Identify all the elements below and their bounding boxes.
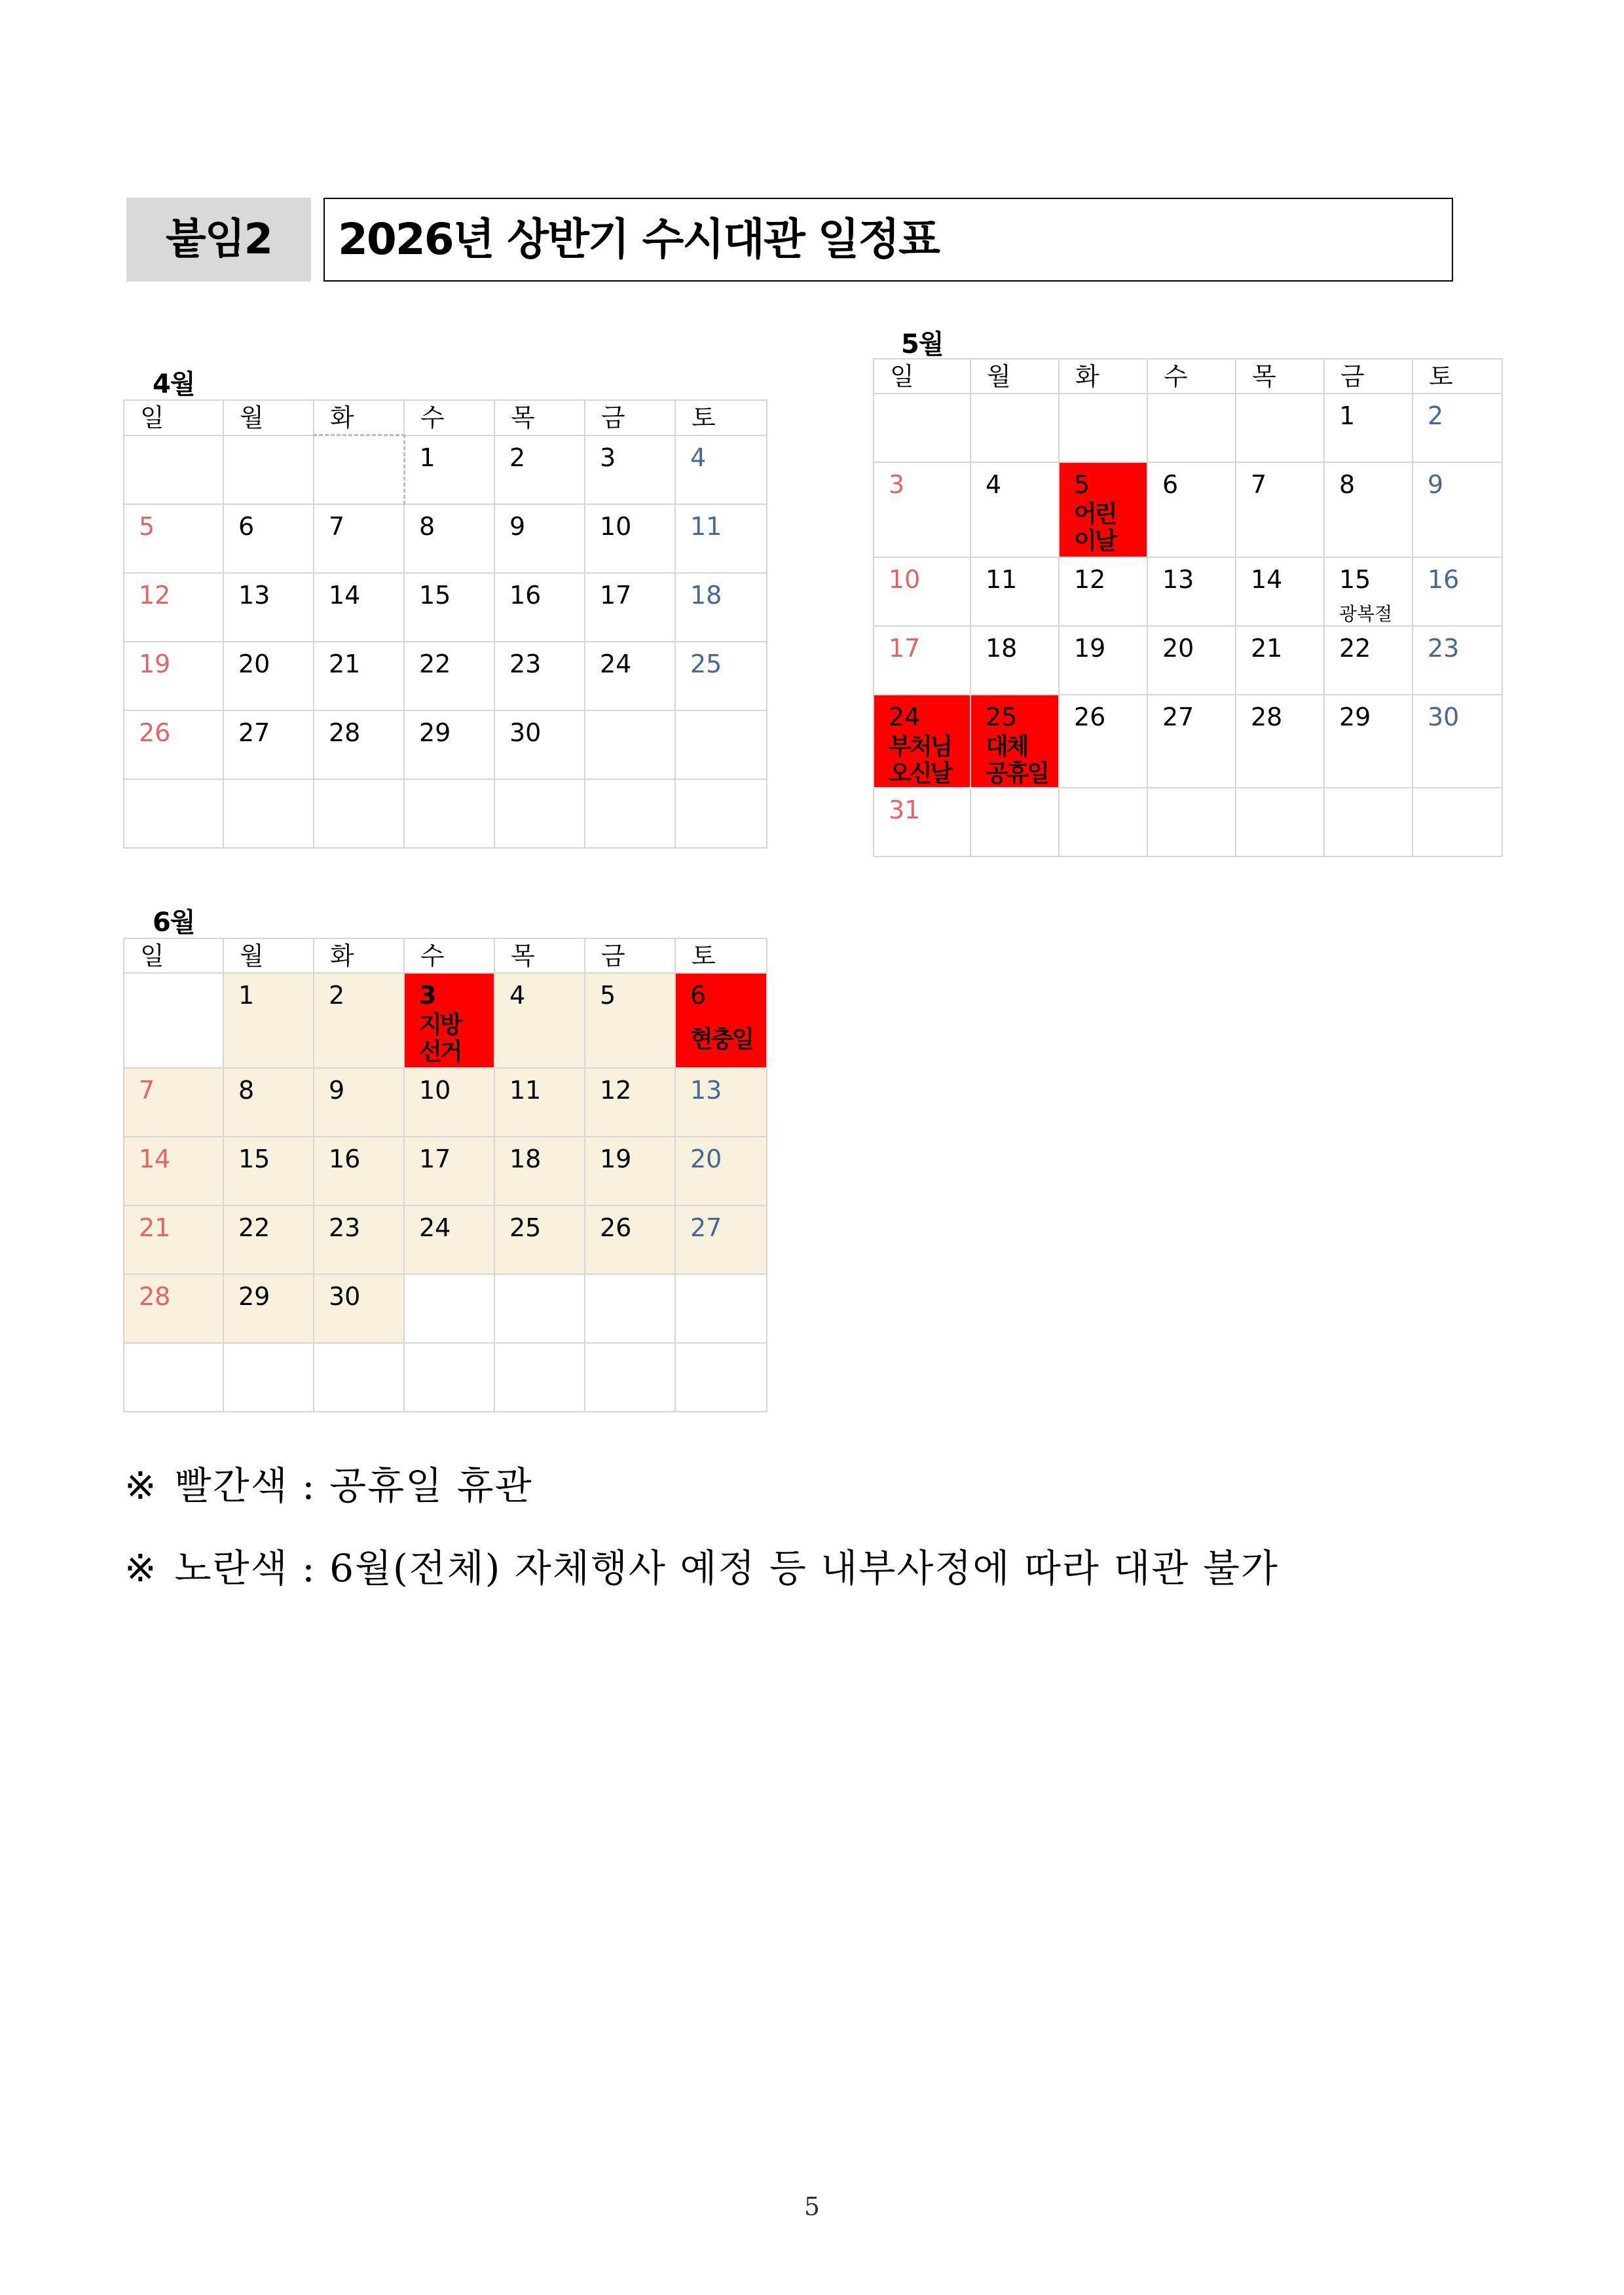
week-row xyxy=(124,973,767,1068)
day-cell xyxy=(494,710,585,779)
day-number: 3 xyxy=(889,470,905,499)
day-cell xyxy=(1236,557,1324,626)
day-cell xyxy=(404,1343,494,1412)
day-cell xyxy=(1059,462,1147,557)
holiday-note: 부처님 오신날 xyxy=(889,733,951,787)
day-number: 4 xyxy=(509,981,526,1010)
day-cell xyxy=(1147,462,1236,557)
day-number: 5 xyxy=(139,511,155,541)
day-cell xyxy=(1324,626,1412,695)
day-cell xyxy=(314,1205,404,1274)
day-cell xyxy=(585,1137,675,1205)
day-cell xyxy=(874,695,970,788)
day-number: 11 xyxy=(509,1076,542,1105)
holiday-note: 지방 선거 xyxy=(419,1011,461,1065)
day-cell xyxy=(124,1068,223,1137)
day-cell xyxy=(404,435,494,504)
day-cell xyxy=(404,1274,494,1343)
day-number: 14 xyxy=(329,580,361,610)
day-cell xyxy=(124,435,223,504)
day-cell xyxy=(675,642,767,710)
legend-red-text: 빨간색 : 공휴일 휴관 xyxy=(174,1463,533,1508)
day-number: 11 xyxy=(986,565,1018,594)
day-cell xyxy=(404,504,494,573)
day-number: 12 xyxy=(1074,565,1106,594)
weekday-header: 목 xyxy=(494,400,585,435)
day-number: 20 xyxy=(238,649,270,678)
day-number: 7 xyxy=(329,511,345,541)
day-cell xyxy=(1324,788,1412,856)
day-cell xyxy=(404,1205,494,1274)
day-cell xyxy=(223,779,314,848)
day-cell xyxy=(404,779,494,848)
day-cell xyxy=(970,394,1059,462)
weekday-header: 화 xyxy=(1059,359,1147,394)
april-label: 4월 xyxy=(153,369,195,399)
day-number: 20 xyxy=(1162,634,1194,663)
day-cell xyxy=(314,435,404,504)
weekday-header: 금 xyxy=(585,938,675,973)
weekday-header: 화 xyxy=(314,938,404,973)
day-number: 24 xyxy=(889,703,921,731)
day-cell xyxy=(585,642,675,710)
day-number: 26 xyxy=(600,1213,632,1242)
day-number: 23 xyxy=(329,1213,361,1242)
week-row xyxy=(124,504,767,573)
day-cell xyxy=(675,504,767,573)
day-cell xyxy=(1412,557,1502,626)
day-number: 13 xyxy=(1162,565,1194,594)
page-number: 5 xyxy=(803,2192,821,2221)
day-number: 30 xyxy=(509,718,542,747)
day-cell xyxy=(1412,788,1502,856)
day-number: 24 xyxy=(600,649,632,678)
day-number: 25 xyxy=(509,1213,542,1242)
day-number: 5 xyxy=(600,981,616,1010)
day-number: 16 xyxy=(329,1145,361,1173)
day-cell xyxy=(124,1137,223,1205)
day-cell xyxy=(675,1068,767,1137)
weekday-header: 월 xyxy=(970,359,1059,394)
week-row xyxy=(124,779,767,848)
day-cell xyxy=(1412,394,1502,462)
weekday-header: 목 xyxy=(1236,359,1324,394)
day-cell xyxy=(494,504,585,573)
day-cell xyxy=(1147,626,1236,695)
day-number: 28 xyxy=(329,718,361,747)
day-number: 22 xyxy=(1339,634,1371,663)
day-cell xyxy=(124,710,223,779)
day-cell xyxy=(223,1205,314,1274)
day-number: 8 xyxy=(238,1076,255,1105)
day-cell xyxy=(314,1343,404,1412)
day-cell xyxy=(675,973,767,1068)
day-cell xyxy=(1059,788,1147,856)
day-cell xyxy=(223,573,314,642)
day-number: 27 xyxy=(1162,703,1194,731)
week-row xyxy=(124,1068,767,1137)
day-number: 31 xyxy=(889,796,921,825)
day-cell xyxy=(223,973,314,1068)
holiday-note: 대체 공휴일 xyxy=(986,733,1048,787)
day-number: 1 xyxy=(1339,401,1356,430)
day-number: 14 xyxy=(139,1145,171,1173)
day-cell xyxy=(223,435,314,504)
day-number: 28 xyxy=(139,1282,171,1311)
holiday-note: 어린 이날 xyxy=(1074,500,1116,555)
day-number: 9 xyxy=(329,1076,345,1105)
day-cell xyxy=(494,779,585,848)
april-calendar xyxy=(123,399,767,849)
day-number: 2 xyxy=(329,981,345,1010)
week-row xyxy=(874,557,1502,626)
day-cell xyxy=(124,1205,223,1274)
may-calendar xyxy=(873,358,1503,857)
day-number: 24 xyxy=(419,1213,451,1242)
weekday-header-row xyxy=(124,400,767,435)
day-cell xyxy=(675,1343,767,1412)
day-cell xyxy=(314,973,404,1068)
day-number: 3 xyxy=(419,981,437,1010)
day-number: 18 xyxy=(509,1145,542,1173)
day-cell xyxy=(1236,695,1324,788)
reference-mark: ※ xyxy=(124,1546,158,1590)
day-cell xyxy=(874,626,970,695)
day-cell xyxy=(494,1068,585,1137)
day-cell xyxy=(314,779,404,848)
day-number: 26 xyxy=(139,718,171,747)
day-cell xyxy=(314,573,404,642)
day-cell xyxy=(124,573,223,642)
day-cell xyxy=(223,504,314,573)
day-cell xyxy=(314,642,404,710)
weekday-header: 월 xyxy=(223,938,314,973)
day-cell xyxy=(585,573,675,642)
day-cell xyxy=(494,435,585,504)
day-number: 30 xyxy=(1428,703,1460,731)
day-number: 29 xyxy=(419,718,451,747)
day-number: 29 xyxy=(238,1282,270,1311)
day-number: 19 xyxy=(1074,634,1106,663)
day-number: 8 xyxy=(1339,470,1356,499)
day-cell xyxy=(585,504,675,573)
may-label: 5월 xyxy=(901,329,944,359)
day-cell xyxy=(585,710,675,779)
week-row xyxy=(124,435,767,504)
day-number: 1 xyxy=(419,443,435,472)
day-cell xyxy=(1059,394,1147,462)
day-cell xyxy=(494,1343,585,1412)
day-cell xyxy=(675,435,767,504)
day-number: 2 xyxy=(509,443,526,472)
day-number: 26 xyxy=(1074,703,1106,731)
day-cell xyxy=(494,1205,585,1274)
day-cell xyxy=(223,1068,314,1137)
day-number: 1 xyxy=(238,981,255,1010)
day-cell xyxy=(1147,788,1236,856)
day-cell xyxy=(1147,394,1236,462)
day-number: 27 xyxy=(690,1213,722,1242)
weekday-header: 금 xyxy=(1324,359,1412,394)
day-number: 7 xyxy=(1251,470,1267,499)
day-cell xyxy=(223,642,314,710)
weekday-header: 월 xyxy=(223,400,314,435)
day-cell xyxy=(874,788,970,856)
day-cell xyxy=(1059,626,1147,695)
day-number: 30 xyxy=(329,1282,361,1311)
day-number: 9 xyxy=(509,511,526,541)
day-number: 19 xyxy=(600,1145,632,1173)
day-number: 25 xyxy=(986,703,1018,731)
day-number: 25 xyxy=(690,649,722,678)
june-calendar xyxy=(123,938,767,1412)
day-number: 11 xyxy=(690,511,722,541)
week-row xyxy=(124,710,767,779)
attachment-badge: 붙임2 xyxy=(126,198,311,282)
day-cell xyxy=(404,1068,494,1137)
day-cell xyxy=(585,435,675,504)
day-cell xyxy=(404,573,494,642)
day-cell xyxy=(1236,626,1324,695)
day-number: 17 xyxy=(419,1145,451,1173)
day-cell xyxy=(494,1137,585,1205)
weekday-header-row xyxy=(124,938,767,973)
day-cell xyxy=(404,642,494,710)
day-cell xyxy=(1059,695,1147,788)
day-number: 21 xyxy=(139,1213,171,1242)
day-number: 29 xyxy=(1339,703,1371,731)
day-cell xyxy=(1147,557,1236,626)
weekday-header: 화 xyxy=(314,400,404,435)
week-row xyxy=(124,642,767,710)
day-number: 4 xyxy=(690,443,707,472)
legend-red xyxy=(124,1455,533,1510)
day-number: 15 xyxy=(238,1145,270,1173)
day-cell xyxy=(1412,462,1502,557)
weekday-header: 토 xyxy=(675,400,767,435)
day-number: 18 xyxy=(986,634,1018,663)
weekday-header: 토 xyxy=(675,938,767,973)
day-cell xyxy=(675,1274,767,1343)
day-cell xyxy=(314,1137,404,1205)
day-number: 17 xyxy=(889,634,921,663)
day-number: 16 xyxy=(509,580,542,610)
week-row xyxy=(874,788,1502,856)
weekday-header: 금 xyxy=(585,400,675,435)
weekday-header: 일 xyxy=(124,400,223,435)
day-number: 10 xyxy=(600,511,632,541)
day-cell xyxy=(314,504,404,573)
day-cell xyxy=(223,1343,314,1412)
day-number: 14 xyxy=(1251,565,1283,594)
day-cell xyxy=(675,1205,767,1274)
holiday-note: 광복절 xyxy=(1339,602,1393,625)
weekday-header-row xyxy=(874,359,1502,394)
day-cell xyxy=(970,557,1059,626)
week-row xyxy=(124,573,767,642)
week-row xyxy=(124,1137,767,1205)
day-number: 17 xyxy=(600,580,632,610)
day-number: 19 xyxy=(139,649,171,678)
day-number: 15 xyxy=(419,580,451,610)
day-cell xyxy=(124,642,223,710)
day-number: 12 xyxy=(139,580,171,610)
day-number: 28 xyxy=(1251,703,1283,731)
day-cell xyxy=(1236,462,1324,557)
day-cell xyxy=(874,462,970,557)
day-cell xyxy=(1147,695,1236,788)
day-cell xyxy=(124,1343,223,1412)
day-cell xyxy=(585,779,675,848)
day-number: 6 xyxy=(1162,470,1179,499)
day-cell xyxy=(970,695,1059,788)
day-cell xyxy=(1324,462,1412,557)
day-cell xyxy=(675,573,767,642)
week-row xyxy=(874,695,1502,788)
day-cell xyxy=(970,788,1059,856)
day-number: 13 xyxy=(238,580,270,610)
day-number: 15 xyxy=(1339,565,1371,594)
day-cell xyxy=(124,973,223,1068)
day-number: 10 xyxy=(419,1076,451,1105)
day-number: 2 xyxy=(1428,401,1444,430)
day-cell xyxy=(970,626,1059,695)
day-number: 20 xyxy=(690,1145,722,1173)
day-number: 10 xyxy=(889,565,921,594)
day-cell xyxy=(874,557,970,626)
page-title: 2026년 상반기 수시대관 일정표 xyxy=(323,198,1453,282)
holiday-note: 현충일 xyxy=(690,1025,753,1053)
week-row xyxy=(874,462,1502,557)
week-row xyxy=(124,1343,767,1412)
legend-yellow xyxy=(124,1537,1279,1592)
day-cell xyxy=(1059,557,1147,626)
day-cell xyxy=(124,779,223,848)
day-number: 23 xyxy=(1428,634,1460,663)
day-number: 3 xyxy=(600,443,616,472)
reference-mark: ※ xyxy=(124,1463,158,1508)
day-cell xyxy=(404,710,494,779)
day-number: 4 xyxy=(986,470,1002,499)
day-cell xyxy=(1324,695,1412,788)
day-number: 21 xyxy=(1251,634,1283,663)
week-row xyxy=(124,1205,767,1274)
day-number: 18 xyxy=(690,580,722,610)
week-row xyxy=(874,394,1502,462)
day-cell xyxy=(585,1205,675,1274)
day-cell xyxy=(675,779,767,848)
day-cell xyxy=(1412,695,1502,788)
day-number: 6 xyxy=(690,981,707,1010)
legend-yellow-text: 노란색 : 6월(전체) 자체행사 예정 등 내부사정에 따라 대관 불가 xyxy=(174,1546,1279,1590)
day-cell xyxy=(585,973,675,1068)
day-cell xyxy=(675,1137,767,1205)
day-cell xyxy=(314,1068,404,1137)
day-cell xyxy=(494,573,585,642)
day-cell xyxy=(494,642,585,710)
day-number: 16 xyxy=(1428,565,1460,594)
day-number: 27 xyxy=(238,718,270,747)
day-cell xyxy=(675,710,767,779)
day-cell xyxy=(314,710,404,779)
day-cell xyxy=(1236,788,1324,856)
day-cell xyxy=(223,1137,314,1205)
day-cell xyxy=(314,1274,404,1343)
day-cell xyxy=(404,1137,494,1205)
weekday-header: 일 xyxy=(124,938,223,973)
day-cell xyxy=(494,1274,585,1343)
day-number: 8 xyxy=(419,511,435,541)
weekday-header: 목 xyxy=(494,938,585,973)
day-number: 5 xyxy=(1074,470,1090,499)
june-label: 6월 xyxy=(153,908,195,938)
day-number: 9 xyxy=(1428,470,1444,499)
day-cell xyxy=(1236,394,1324,462)
weekday-header: 수 xyxy=(1147,359,1236,394)
day-number: 12 xyxy=(600,1076,632,1105)
day-number: 6 xyxy=(238,511,255,541)
day-cell xyxy=(124,504,223,573)
day-cell xyxy=(124,1274,223,1343)
day-cell xyxy=(874,394,970,462)
day-cell xyxy=(223,710,314,779)
weekday-header: 수 xyxy=(404,400,494,435)
day-number: 22 xyxy=(238,1213,270,1242)
day-cell xyxy=(585,1343,675,1412)
day-number: 21 xyxy=(329,649,361,678)
day-cell xyxy=(585,1274,675,1343)
day-number: 13 xyxy=(690,1076,722,1105)
weekday-header: 일 xyxy=(874,359,970,394)
day-cell xyxy=(970,462,1059,557)
day-number: 7 xyxy=(139,1076,155,1105)
day-number: 23 xyxy=(509,649,542,678)
weekday-header: 수 xyxy=(404,938,494,973)
weekday-header: 토 xyxy=(1412,359,1502,394)
day-cell xyxy=(1324,557,1412,626)
day-cell xyxy=(494,973,585,1068)
day-cell xyxy=(585,1068,675,1137)
week-row xyxy=(874,626,1502,695)
day-number: 22 xyxy=(419,649,451,678)
day-cell xyxy=(404,973,494,1068)
day-cell xyxy=(1324,394,1412,462)
week-row xyxy=(124,1274,767,1343)
day-cell xyxy=(223,1274,314,1343)
day-cell xyxy=(1412,626,1502,695)
